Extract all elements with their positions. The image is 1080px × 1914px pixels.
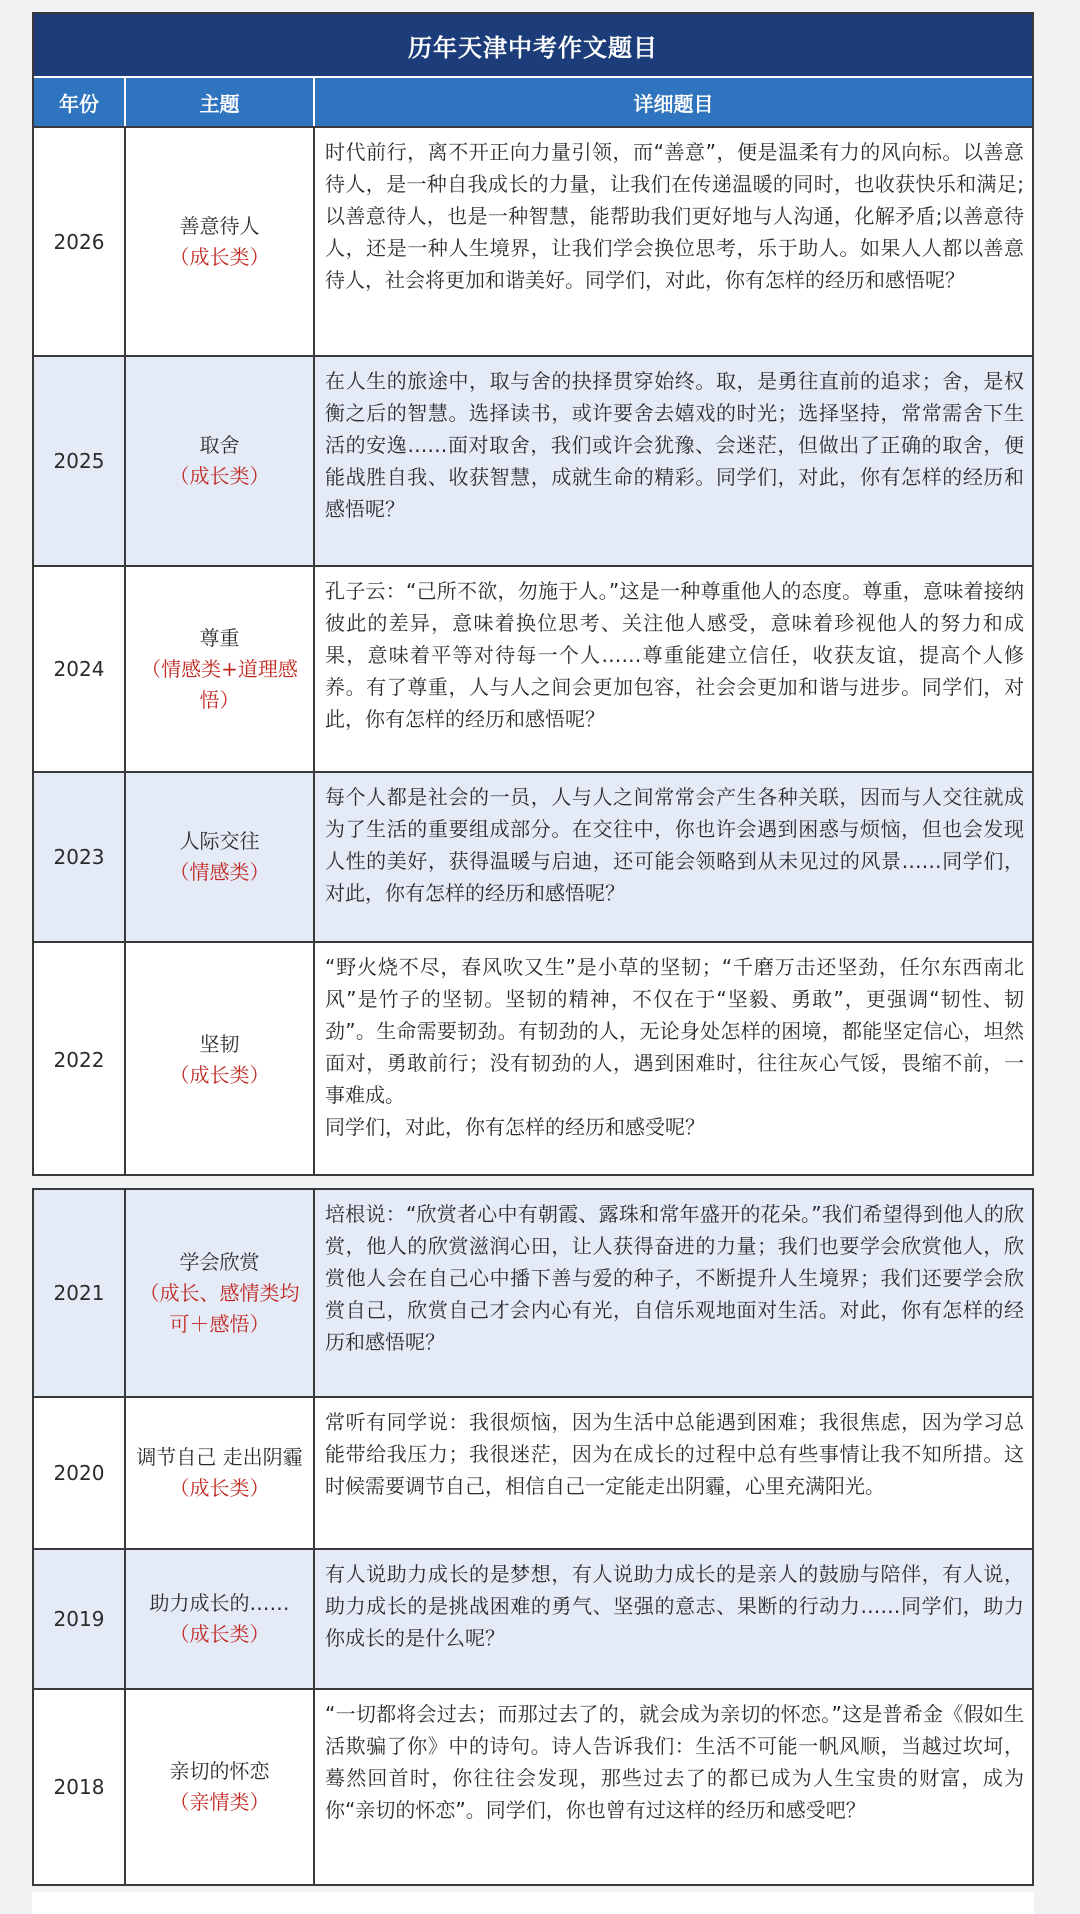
topic-category: （成长类） — [169, 244, 270, 269]
row-topic — [126, 357, 315, 565]
row-topic — [126, 128, 315, 355]
topic-title: 取舍 — [199, 433, 240, 457]
row-detail: 在人生的旅途中，取与舍的抉择贯穿始终。取，是勇往直前的追求；舍，是权衡之后的智慧。选择读书，或许要舍去嬉戏的时光；选择坚持，常常需舍下生活的安逸……面对取舍，我们或许会犹豫、会迷茫，但做出了正确的取舍，便能战胜自我、收获智慧，成就生命的精彩。同学们，对此，你有怎样的经历和感悟呢？ — [325, 369, 1024, 521]
row-topic — [126, 1190, 315, 1396]
row-topic — [126, 1398, 315, 1548]
topic-title: 尊重 — [199, 625, 240, 650]
row-topic — [126, 773, 315, 941]
row-detail: “一切都将会过去；而那过去了的，就会成为亲切的怀恋。”这是普希金《假如生活欺骗了你》中的诗句。诗人告诉我们：生活不可能一帆风顺，当越过坎坷，蓦然回首时，你往往会发现，那些过去了的都已成为人生宝贵的财富，成为你“亲切的怀恋”。同学们，你也曾有过这样的经历和感受吧？ — [325, 1702, 1024, 1822]
row-detail: 常听有同学说：我很烦恼，因为生活中总能遇到困难；我很焦虑，因为学习总能带给我压力；我很迷茫，因为在成长的过程中总有些事情让我不知所措。这时候需要调节自己，相信自己一定能走出阴霾，心里充满阳光。 — [325, 1410, 1024, 1498]
header-topic: 主题 — [126, 78, 315, 126]
row-year: 2018 — [34, 1690, 126, 1884]
topic-title: 调节自己 走出阴霾 — [136, 1445, 303, 1469]
table-row — [34, 565, 1032, 771]
row-year: 2019 — [34, 1550, 126, 1688]
table-title: 历年天津中考作文题目 — [34, 14, 1032, 78]
row-detail: 有人说助力成长的是梦想，有人说助力成长的是亲人的鼓励与陪伴，有人说，助力成长的是挑战困难的勇气、坚强的意志、果断的行动力……同学们，助力你成长的是什么呢？ — [325, 1562, 1024, 1650]
bottom-edge — [32, 1892, 1034, 1914]
row-year: 2020 — [34, 1398, 126, 1548]
header-year: 年份 — [34, 78, 126, 126]
detail-question: 同学们，对此，你有怎样的经历和感受呢？ — [325, 1115, 705, 1139]
topic-category: （成长类） — [169, 1062, 270, 1087]
table-row — [34, 1688, 1032, 1884]
row-year: 2023 — [34, 773, 126, 941]
topic-category: （成长类） — [169, 464, 270, 488]
topic-title: 学会欣赏 — [179, 1249, 260, 1274]
table-row — [34, 941, 1032, 1176]
topic-category: （成长类） — [169, 1476, 270, 1500]
essay-topics-table-part2 — [32, 1188, 1034, 1886]
row-detail: 培根说：“欣赏者心中有朝霞、露珠和常年盛开的花朵。”我们希望得到他人的欣赏，他人的欣赏滋润心田，让人获得奋进的力量；我们也要学会欣赏他人，欣赏他人会在自己心中播下善与爱的种子，不断提升人生境界；我们还要学会欣赏自己，欣赏自己才会内心有光，自信乐观地面对生活。对此，你有怎样的经历和感悟呢？ — [325, 1202, 1024, 1354]
row-year: 2026 — [34, 128, 126, 355]
topic-category: （亲情类） — [169, 1790, 270, 1814]
row-topic — [126, 1690, 315, 1884]
topic-category: （情感类+道理感悟） — [141, 656, 298, 712]
row-detail: 孔子云：“己所不欲，勿施于人。”这是一种尊重他人的态度。尊重，意味着接纳彼此的差异，意味着换位思考、关注他人感受，意味着珍视他人的努力和成果，意味着平等对待每一个人……尊重能建立信任，收获友谊，提高个人修养。有了尊重，人与人之间会更加包容，社会会更加和谐与进步。同学们，对此，你有怎样的经历和感悟呢？ — [325, 579, 1024, 731]
header-detail: 详细题目 — [633, 91, 714, 116]
row-topic — [126, 1550, 315, 1688]
topic-title: 人际交往 — [179, 829, 260, 853]
table-row — [34, 126, 1032, 355]
topic-title: 善意待人 — [179, 213, 260, 238]
topic-category: （成长、感情类均可＋感悟） — [139, 1280, 300, 1336]
topic-title: 助力成长的…… — [149, 1591, 290, 1615]
topic-category: （情感类） — [169, 860, 270, 884]
row-year: 2024 — [34, 567, 126, 771]
detail-paragraph: “野火烧不尽，春风吹又生”是小草的坚韧；“千磨万击还坚劲，任尔东西南北风”是竹子的坚韧。坚韧的精神，不仅在于“坚毅、勇敢”，更强调“韧性、韧劲”。生命需要韧劲。有韧劲的人，无论身处怎样的困境，都能坚定信心，坦然面对，勇敢前行；没有韧劲的人，遇到困难时，往往灰心气馁，畏缩不前，一事难成。 — [325, 955, 1024, 1107]
row-year: 2022 — [34, 943, 126, 1176]
table-row — [34, 771, 1032, 941]
topic-title: 坚韧 — [199, 1031, 240, 1056]
row-year: 2025 — [34, 357, 126, 565]
table-header — [34, 78, 1032, 126]
table-row — [34, 1396, 1032, 1548]
row-topic — [126, 943, 315, 1176]
table-row — [34, 1548, 1032, 1688]
table-row — [34, 355, 1032, 565]
topic-category: （成长类） — [169, 1622, 270, 1646]
table-row — [34, 1190, 1032, 1396]
essay-topics-table-part1 — [32, 12, 1034, 1176]
topic-title: 亲切的怀恋 — [169, 1759, 270, 1783]
row-year: 2021 — [34, 1190, 126, 1396]
row-detail: 时代前行，离不开正向力量引领，而“善意”，便是温柔有力的风向标。以善意待人，是一种自我成长的力量，让我们在传递温暖的同时，也收获快乐和满足;以善意待人，也是一种智慧，能帮助我们更好地与人沟通，化解矛盾;以善意待人，还是一种人生境界，让我们学会换位思考，乐于助人。如果人人都以善意待人，社会将更加和谐美好。同学们，对此，你有怎样的经历和感悟呢？ — [325, 140, 1024, 292]
row-detail: 每个人都是社会的一员，人与人之间常常会产生各种关联，因而与人交往就成为了生活的重要组成部分。在交往中，你也许会遇到困惑与烦恼，但也会发现人性的美好，获得温暖与启迪，还可能会领略到从未见过的风景……同学们，对此，你有怎样的经历和感悟呢？ — [325, 785, 1024, 905]
row-topic — [126, 567, 315, 771]
row-detail — [315, 943, 1032, 1176]
